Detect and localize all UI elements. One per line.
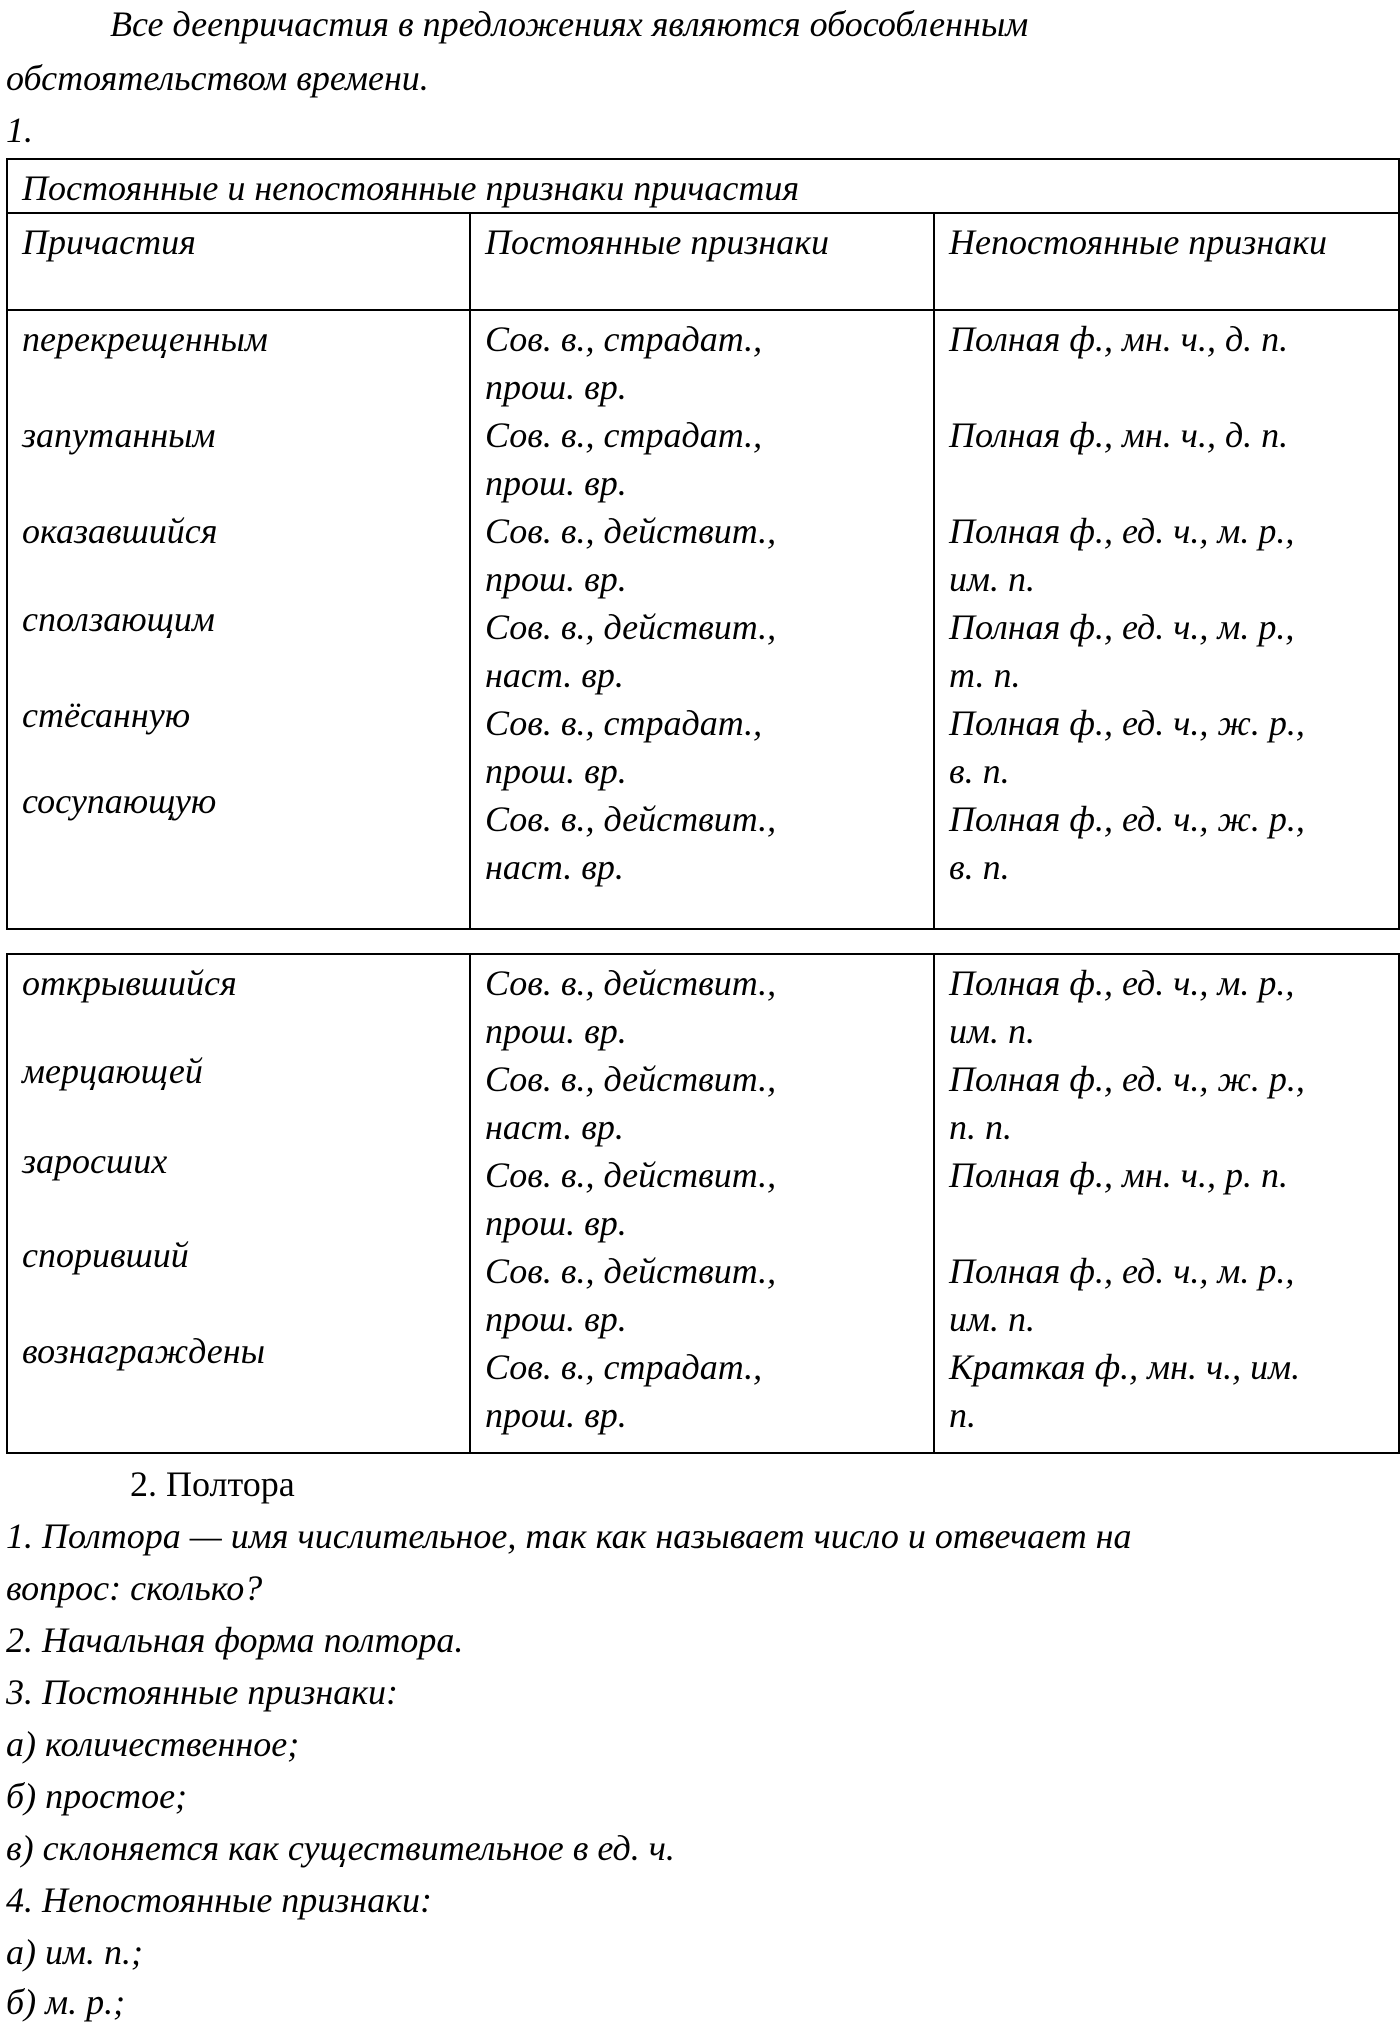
- table-row: [7, 954, 1399, 1453]
- nonpermanent-line: им. п.: [949, 1299, 1035, 1339]
- permanent-cell: [470, 954, 934, 1453]
- nonpermanent-line: Полная ф., ед. ч., ж. р.,: [949, 1059, 1305, 1099]
- permanent-line: прош. вр.: [485, 559, 627, 599]
- participle-word: вознаграждены: [22, 1331, 265, 1371]
- nonpermanent-line: т. п.: [949, 655, 1021, 695]
- permanent-line: прош. вр.: [485, 367, 627, 407]
- participle-word: оказавшийся: [22, 511, 218, 551]
- analysis-line: в) склоняется как существительное в ед. ч.: [6, 1828, 675, 1868]
- permanent-cell: [470, 310, 934, 929]
- intro-line-1: Все деепричастия в предложениях являются обособленным: [110, 4, 1029, 44]
- participle-word: заросших: [22, 1141, 168, 1181]
- participle-word: сползающим: [22, 599, 215, 639]
- table-row: [7, 310, 1399, 929]
- nonpermanent-line: им. п.: [949, 1011, 1035, 1051]
- analysis-line: б) м. р.;: [6, 1982, 126, 2022]
- participle-word: мерцающей: [22, 1051, 203, 1091]
- permanent-line: Сов. в., действит.,: [485, 1251, 777, 1291]
- permanent-line: Сов. в., действит.,: [485, 799, 777, 839]
- permanent-line: Сов. в., страдат.,: [485, 415, 763, 455]
- nonpermanent-line: п. п.: [949, 1107, 1012, 1147]
- permanent-line: Сов. в., действит.,: [485, 511, 777, 551]
- permanent-line: Сов. в., действит.,: [485, 607, 777, 647]
- nonpermanent-line: Полная ф., ед. ч., м. р.,: [949, 1251, 1295, 1291]
- nonpermanent-line: Краткая ф., мн. ч., им.: [949, 1347, 1301, 1387]
- permanent-line: наст. вр.: [485, 1107, 624, 1147]
- nonpermanent-line: в. п.: [949, 847, 1010, 887]
- permanent-line: Сов. в., действит.,: [485, 963, 777, 1003]
- nonpermanent-line: в. п.: [949, 751, 1010, 791]
- header-permanent: Постоянные признаки: [470, 213, 934, 310]
- analysis-line: а) им. п.;: [6, 1932, 143, 1972]
- permanent-line: прош. вр.: [485, 463, 627, 503]
- analysis-heading: 2. Полтора: [130, 1464, 295, 1504]
- nonpermanent-cell: [934, 310, 1399, 929]
- nonpermanent-line: Полная ф., ед. ч., м. р.,: [949, 963, 1295, 1003]
- participle-word: сосупающую: [22, 781, 217, 821]
- participles-cell: [7, 954, 470, 1453]
- permanent-line: прош. вр.: [485, 1203, 627, 1243]
- permanent-line: Сов. в., действит.,: [485, 1155, 777, 1195]
- analysis-line: вопрос: сколько?: [6, 1568, 263, 1608]
- participle-word: перекрещенным: [22, 319, 268, 359]
- participle-word: стёсанную: [22, 695, 191, 735]
- participle-word: споривший: [22, 1235, 189, 1275]
- analysis-line: а) количественное;: [6, 1724, 300, 1764]
- nonpermanent-line: Полная ф., ед. ч., м. р.,: [949, 607, 1295, 647]
- nonpermanent-line: [949, 1199, 1384, 1247]
- nonpermanent-line: Полная ф., мн. ч., д. п.: [949, 415, 1289, 455]
- permanent-line: прош. вр.: [485, 751, 627, 791]
- nonpermanent-line: Полная ф., ед. ч., ж. р.,: [949, 799, 1305, 839]
- participles-table: [6, 158, 1400, 930]
- nonpermanent-line: п.: [949, 1395, 976, 1435]
- permanent-line: Сов. в., действит.,: [485, 1059, 777, 1099]
- analysis-line: 2. Начальная форма полтора.: [6, 1620, 464, 1660]
- analysis-line: 3. Постоянные признаки:: [6, 1672, 399, 1712]
- header-participles: Причастия: [7, 213, 470, 310]
- permanent-line: прош. вр.: [485, 1395, 627, 1435]
- nonpermanent-line: Полная ф., ед. ч., м. р.,: [949, 511, 1295, 551]
- permanent-line: Сов. в., страдат.,: [485, 703, 763, 743]
- participle-word: запутанным: [22, 415, 216, 455]
- nonpermanent-cell: [934, 954, 1399, 1453]
- analysis-line: б) простое;: [6, 1776, 188, 1816]
- permanent-line: прош. вр.: [485, 1011, 627, 1051]
- permanent-line: прош. вр.: [485, 1299, 627, 1339]
- permanent-line: Сов. в., страдат.,: [485, 319, 763, 359]
- nonpermanent-line: [949, 459, 1384, 507]
- nonpermanent-line: Полная ф., ед. ч., ж. р.,: [949, 703, 1305, 743]
- nonpermanent-line: им. п.: [949, 559, 1035, 599]
- analysis-line: 1. Полтора — имя числительное, так как называет число и отвечает на: [6, 1516, 1132, 1556]
- intro-line-2: обстоятельством времени.: [6, 58, 429, 98]
- nonpermanent-line: Полная ф., мн. ч., р. п.: [949, 1155, 1288, 1195]
- participles-table-continued: [6, 953, 1400, 1454]
- permanent-line: Сов. в., страдат.,: [485, 1347, 763, 1387]
- participles-cell: [7, 310, 470, 929]
- table-title: Постоянные и непостоянные признаки причастия: [7, 159, 1399, 213]
- analysis-line: 4. Непостоянные признаки:: [6, 1880, 433, 1920]
- nonpermanent-line: [949, 363, 1384, 411]
- nonpermanent-line: Полная ф., мн. ч., д. п.: [949, 319, 1289, 359]
- permanent-line: наст. вр.: [485, 847, 624, 887]
- header-nonpermanent: Непостоянные признаки: [934, 213, 1399, 310]
- participle-word: открывшийся: [22, 963, 237, 1003]
- permanent-line: наст. вр.: [485, 655, 624, 695]
- section-number: 1.: [6, 110, 33, 150]
